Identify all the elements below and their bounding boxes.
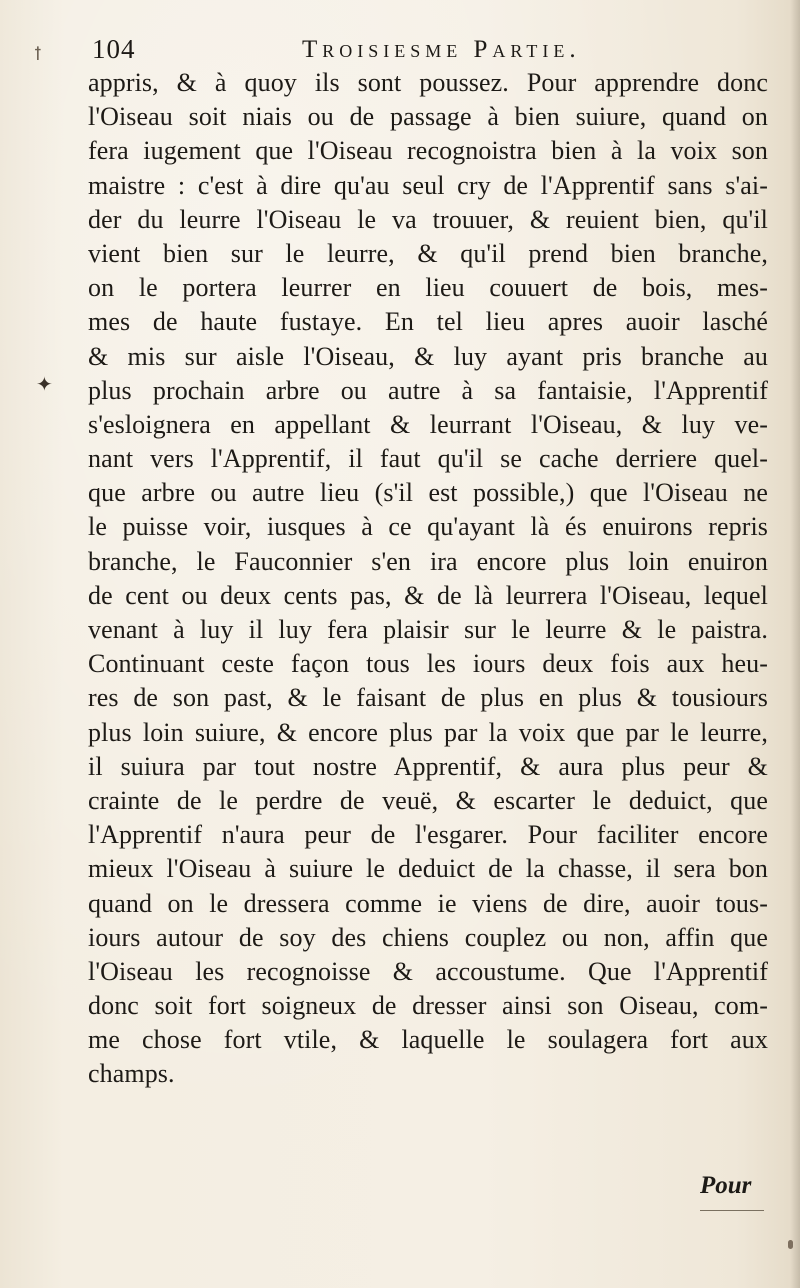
text-line: l'Apprentif n'aura peur de l'esgarer. Pour faciliter encore (88, 820, 768, 850)
text-line: que arbre ou autre lieu (s'il est possible,) que l'Oiseau ne (88, 478, 768, 508)
text-line: l'Oiseau les recognoisse & accoustume. Que l'Apprentif (88, 956, 768, 986)
text-line: on le portera leurrer en lieu couuert de bois, mes- (88, 273, 768, 303)
text-line: de cent ou deux cents pas, & de là leurrera l'Oiseau, lequel (88, 580, 768, 610)
text-line: venant à luy il luy fera plaisir sur le leurre & le paistra. (88, 615, 768, 644)
text-line: fera iugement que l'Oiseau recognoistra bien à la voix son (88, 136, 768, 166)
text-line: res de son past, & le faisant de plus en plus & tousiours (88, 683, 768, 713)
text-line: maistre : c'est à dire qu'au seul cry de l'Apprentif sans s'ai- (88, 170, 768, 200)
text-line: donc soit fort soigneux de dresser ainsi son Oiseau, com- (88, 991, 768, 1021)
text-line: appris, & à quoy ils sont poussez. Pour apprendre donc (88, 68, 768, 97)
text-line: champs. (88, 1059, 175, 1089)
text-line: der du leurre l'Oiseau le va trouuer, & reuient bien, qu'il (88, 204, 768, 234)
text-line: vient bien sur le leurre, & qu'il prend bien branche, (88, 238, 768, 268)
text-line: mieux l'Oiseau à suiure le deduict de la chasse, il sera bon (88, 854, 768, 884)
text-line: il suiura par tout nostre Apprentif, & aura plus peur & (88, 751, 768, 781)
text-line: l'Oiseau soit niais ou de passage à bien suiure, quand on (88, 102, 768, 132)
text-line: & mis sur aisle l'Oiseau, & luy ayant pris branche au (88, 341, 768, 371)
marginal-mark: ✦ (36, 374, 53, 396)
page-header (92, 34, 772, 70)
text-line: iours autour de soy des chiens couplez ou non, affin que (88, 922, 768, 952)
text-line: branche, le Fauconnier s'en ira encore plus loin enuiron (88, 546, 768, 576)
text-line: plus loin suiure, & encore plus par la voix que par le leurre, (88, 717, 768, 747)
text-line: me chose fort vtile, & laquelle le soulagera fort aux (88, 1025, 768, 1055)
catchword-rule (700, 1210, 764, 1211)
page-number: 104 (92, 34, 136, 64)
text-line: le puisse voir, iusques à ce qu'ayant là és enuirons repris (88, 512, 768, 542)
text-line: mes de haute fustaye. En tel lieu apres auoir lasché (88, 307, 768, 337)
text-line: crainte de le perdre de veuë, & escarter le deduict, que (88, 785, 768, 815)
margin-ink-mark: ꝉ (34, 44, 42, 64)
text-line: quand on le dressera comme ie viens de dire, auoir tous- (88, 888, 768, 918)
page-edge-shadow (790, 0, 800, 1288)
text-line: Continuant ceste façon tous les iours deux fois aux heu- (88, 649, 768, 679)
running-head: Troisiesme Partie. (302, 36, 581, 63)
body-text (88, 66, 768, 1092)
text-line: s'esloignera en appellant & leurrant l'Oiseau, & luy ve- (88, 409, 768, 439)
text-line: nant vers l'Apprentif, il faut qu'il se cache derriere quel- (88, 444, 768, 474)
page-edge-mark (788, 1240, 793, 1249)
catchword: Pour (700, 1172, 752, 1199)
text-line: plus prochain arbre ou autre à sa fantaisie, l'Apprentif (88, 375, 768, 405)
